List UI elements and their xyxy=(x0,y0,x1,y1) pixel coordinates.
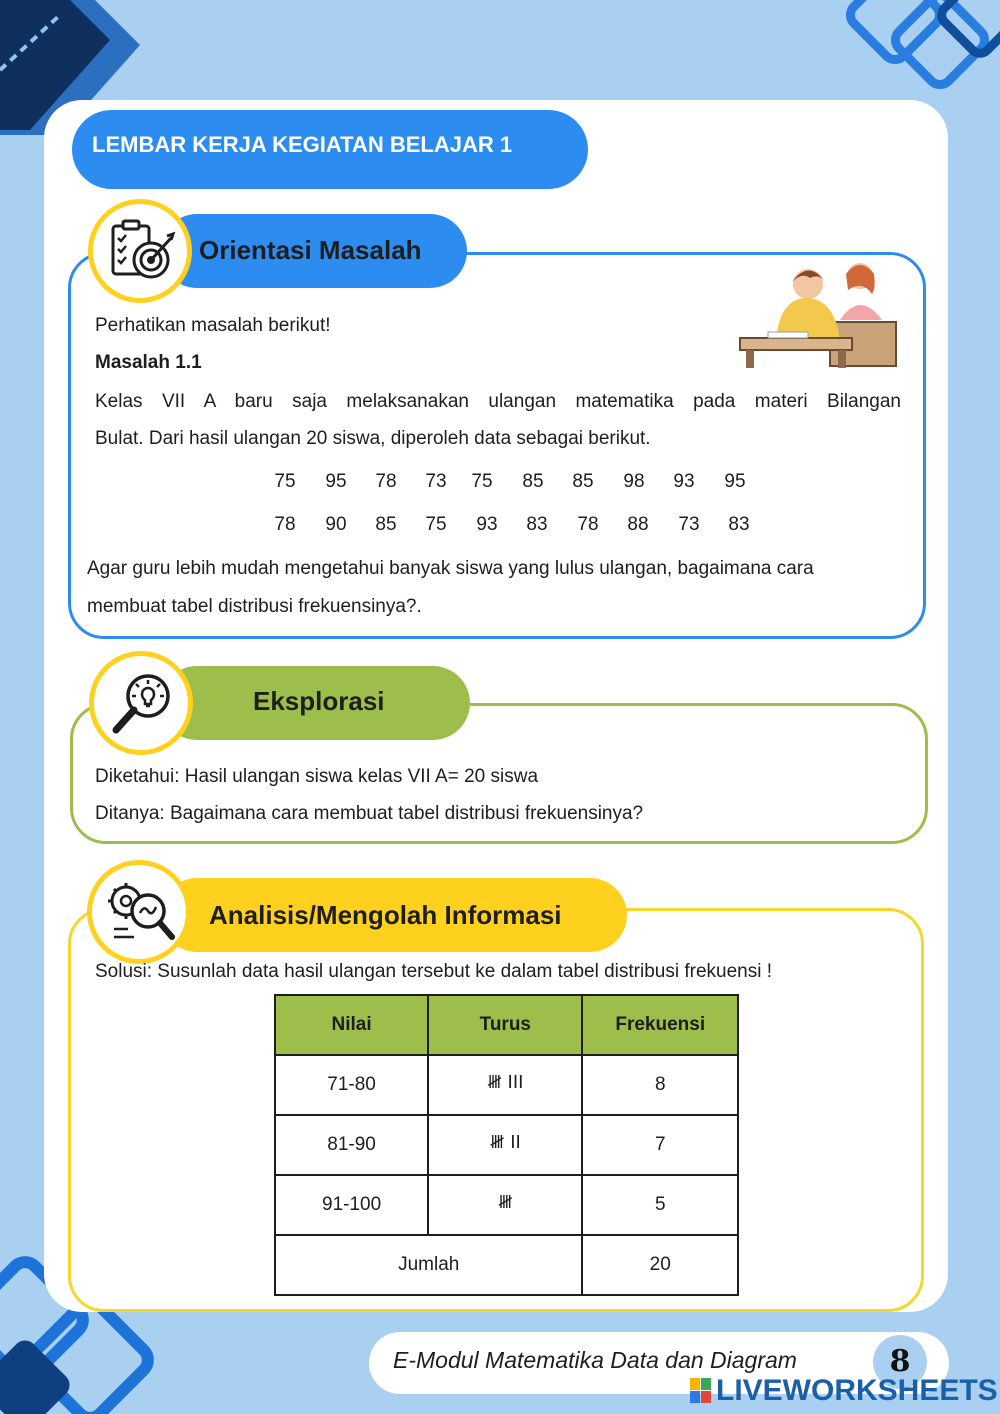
cell-turus: 𝍸 xyxy=(428,1175,582,1235)
cell-turus: 𝍸 II xyxy=(428,1115,582,1175)
data-value: 73 xyxy=(678,514,700,535)
analysis-gear-icon xyxy=(87,860,191,964)
data-value: 83 xyxy=(526,514,548,535)
worksheet-title: LEMBAR KERJA KEGIATAN BELAJAR 1 xyxy=(72,110,588,189)
data-value: 88 xyxy=(627,514,649,535)
problem-label: Masalah 1.1 xyxy=(95,352,202,373)
data-value: 73 xyxy=(425,471,447,492)
cell-nilai: 71-80 xyxy=(275,1055,428,1115)
problem-paragraph-line-1: Kelas VII A baru saja melaksanakan ulangan matematika pada materi Bilangan xyxy=(95,391,901,412)
data-value: 85 xyxy=(375,514,397,535)
question-line-2: membuat tabel distribusi frekuensinya?. xyxy=(87,596,422,617)
known-text: Diketahui: Hasil ulangan siswa kelas VII A= 20 siswa xyxy=(95,766,539,787)
header-nilai: Nilai xyxy=(275,995,428,1055)
data-value: 93 xyxy=(476,514,498,535)
table-row xyxy=(275,1115,738,1175)
data-value: 93 xyxy=(673,471,695,492)
asked-text: Ditanya: Bagaimana cara membuat tabel distribusi frekuensinya? xyxy=(95,803,644,824)
data-value: 95 xyxy=(325,471,347,492)
analisis-heading: Analisis/Mengolah Informasi xyxy=(160,878,627,952)
data-value: 75 xyxy=(425,514,447,535)
cell-turus: 𝍸 III xyxy=(428,1055,582,1115)
problem-paragraph-line-2: Bulat. Dari hasil ulangan 20 siswa, diperoleh data sebagai berikut. xyxy=(95,428,651,449)
total-label: Jumlah xyxy=(275,1235,582,1295)
orientasi-heading: Orientasi Masalah xyxy=(160,214,467,288)
data-value: 83 xyxy=(728,514,750,535)
data-value: 78 xyxy=(274,514,296,535)
module-title: E-Modul Matematika Data dan Diagram xyxy=(393,1347,797,1373)
data-value: 85 xyxy=(572,471,594,492)
target-checklist-icon xyxy=(88,199,192,303)
intro-text: Perhatikan masalah berikut! xyxy=(95,315,331,336)
data-value: 85 xyxy=(522,471,544,492)
data-value: 78 xyxy=(375,471,397,492)
solution-text: Solusi: Susunlah data hasil ulangan tersebut ke dalam tabel distribusi frekuensi ! xyxy=(95,961,773,982)
cell-frekuensi: 5 xyxy=(582,1175,738,1235)
data-value: 98 xyxy=(623,471,645,492)
eksplorasi-heading: Eksplorasi xyxy=(160,666,470,740)
question-line-1: Agar guru lebih mudah mengetahui banyak siswa yang lulus ulangan, bagaimana cara xyxy=(87,558,814,579)
magnifier-bulb-icon xyxy=(89,651,193,755)
cell-frekuensi: 7 xyxy=(582,1115,738,1175)
table-row xyxy=(275,1055,738,1115)
header-frekuensi: Frekuensi xyxy=(582,995,738,1055)
liveworksheets-logo-icon xyxy=(690,1378,712,1404)
top-right-decoration xyxy=(830,0,1000,110)
cell-nilai: 91-100 xyxy=(275,1175,428,1235)
table-row xyxy=(275,1175,738,1235)
data-value: 75 xyxy=(274,471,296,492)
frequency-table xyxy=(274,994,739,1296)
data-value: 95 xyxy=(724,471,746,492)
data-value: 75 xyxy=(471,471,493,492)
liveworksheets-watermark: LIVEWORKSHEETS xyxy=(716,1374,998,1407)
page-number: 8 xyxy=(873,1335,927,1389)
total-value: 20 xyxy=(582,1235,738,1295)
data-value: 78 xyxy=(577,514,599,535)
cell-frekuensi: 8 xyxy=(582,1055,738,1115)
header-turus: Turus xyxy=(428,995,582,1055)
students-illustration xyxy=(738,258,903,370)
cell-nilai: 81-90 xyxy=(275,1115,428,1175)
table-total-row xyxy=(275,1235,738,1295)
data-value: 90 xyxy=(325,514,347,535)
